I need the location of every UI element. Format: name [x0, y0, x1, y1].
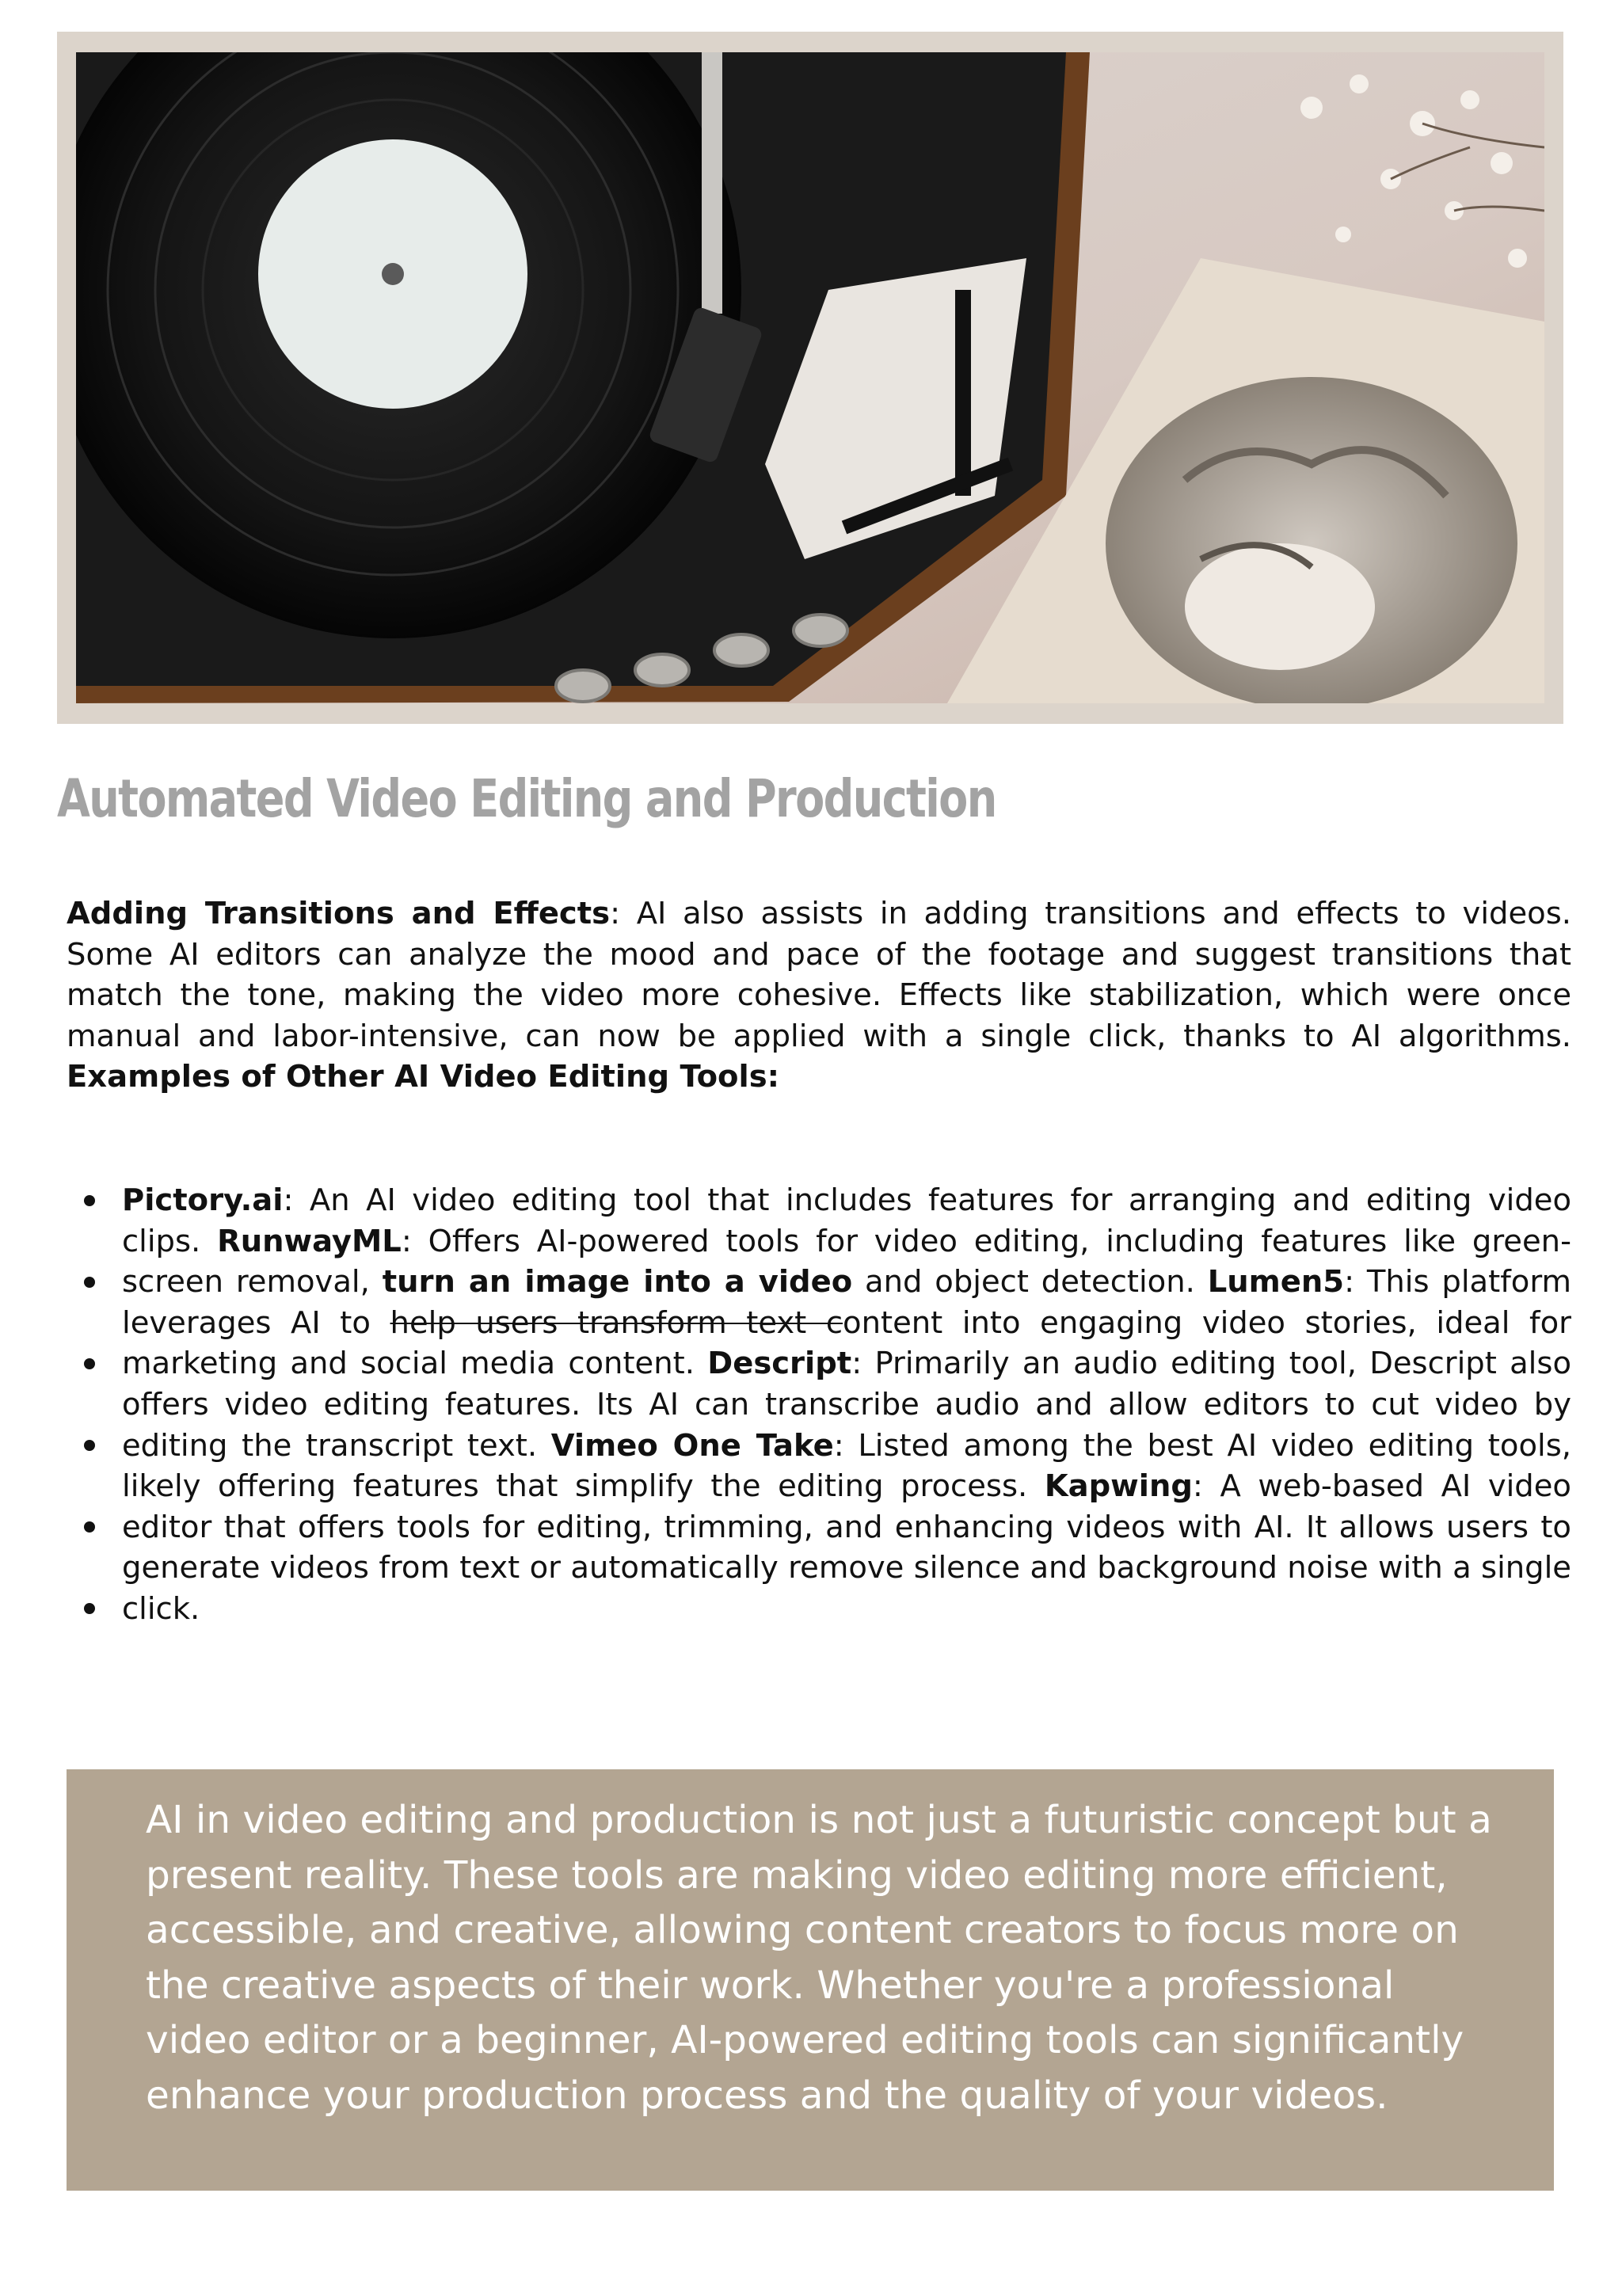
tonearm [702, 52, 722, 314]
tool-desc-lumen5-2: ontent into engaging video stories, ideal for marketing and social media content. [122, 1304, 1571, 1382]
closing-callout [67, 1769, 1554, 2191]
intro-tail: Examples of Other AI Video Editing Tools: [67, 1059, 780, 1095]
hero-image-frame [57, 32, 1563, 724]
intro-paragraph [67, 893, 1571, 1098]
tool-desc-vimeo: : Listed among the best AI video editing tools, likely offering features that simplify the editing process. [122, 1427, 1572, 1505]
bullet [84, 1195, 95, 1206]
tool-desc-pictory: : An AI video editing tool that includes features for arranging and editing video clips. [122, 1182, 1571, 1259]
intro-lead: Adding Transitions and Effects [67, 896, 611, 931]
tool-name-descript: Descript [707, 1346, 852, 1382]
runway-link[interactable]: turn an image into a video [382, 1264, 853, 1300]
lumen5-link[interactable]: help users transform text c [390, 1304, 843, 1341]
tool-desc-runway: : Offers AI-powered tools for video editing, including features like green-screen removal, [122, 1223, 1571, 1300]
tool-name-runway: RunwayML [217, 1223, 402, 1259]
bullet [84, 1521, 95, 1533]
tool-name-lumen5: Lumen5 [1207, 1264, 1345, 1300]
tool-desc-lumen5: : This platform leverages AI to [122, 1264, 1571, 1341]
tool-desc-runway-2: and object detection. [852, 1264, 1208, 1300]
tool-desc-descript: : Primarily an audio editing tool, Descript also offers video editing features. Its AI can transcribe audio and allow editors to cut video by editing the transcript text. [122, 1346, 1571, 1464]
page-title: Automated Video Editing and Production [57, 768, 996, 829]
record-player-illustration [76, 52, 1544, 703]
tool-name-vimeo: Vimeo One Take [550, 1427, 834, 1464]
bullet [84, 1277, 95, 1288]
hero-photo [76, 52, 1544, 703]
intro-body: : AI also assists in adding transitions and effects to videos. Some AI editors can analyze the mood and pace of the footage and suggest transitions that match the tone, making the video more cohesive. Effects like stabilization, which were once manual and labor-intensive, can now be applied with a single click, thanks to AI algorithms. [67, 896, 1571, 1054]
tool-desc-kapwing: : A web-based AI video editor that offers tools for editing, trimming, and enhancing videos with AI. It allows users to generate videos from text or automatically remove silence and background noise with a single click. [122, 1468, 1571, 1627]
bullet [84, 1358, 95, 1369]
tool-name-kapwing: Kapwing [1044, 1468, 1193, 1505]
closing-text: AI in video editing and production is not just a futuristic concept but a present reality. These tools are making video editing more efficient, accessible, and creative, allowing content creators to focus more on the creative aspects of their work. Whether you're a professional video editor or a beginner, AI-powered editing tools can significantly enhance your production process and the quality of your videos. [146, 1798, 1492, 2118]
tool-name-pictory: Pictory.ai [122, 1182, 284, 1218]
bullet [84, 1440, 95, 1451]
tools-list [122, 1180, 1571, 1630]
bullet [84, 1603, 95, 1614]
